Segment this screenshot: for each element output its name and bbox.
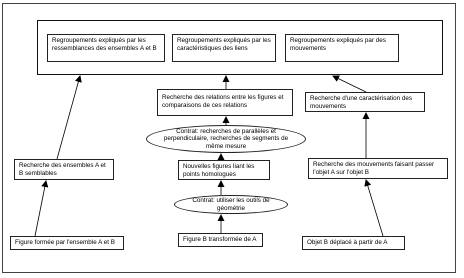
box-figure-ensemble [10,236,124,250]
box-text: Figure formée par l'ensemble A et B [15,239,115,246]
box-regroupements-ressemblances [47,34,165,62]
box-recherche-mouvements [308,158,448,179]
box-figure-b-transformee [178,233,263,247]
box-text: Recherche des relations entre les figures et comparaisons de ces relations [162,94,284,109]
oval-contrat-outils [174,195,288,214]
box-text: Regroupements expliqués par des mouvements [290,37,386,52]
oval-text: Contrat: recherches de parallèles et perpendiculaire, recherches de segments de même mesure [163,127,289,150]
box-text: Recherche d'une caractérisation des mouvements [310,95,413,110]
box-text: Figure B transformée de A [183,236,257,243]
box-text: Regroupements expliqués par les caractéristiques des liens [177,37,271,52]
box-regroupements-liens [172,34,276,62]
box-objet-b-deplace [302,236,405,250]
oval-text: Contrat: utiliser les outils de géométrie [192,196,270,212]
oval-contrat-paralleles [146,125,306,153]
box-recherche-ensembles [14,159,114,180]
box-regroupements-mouvements [285,34,399,62]
box-nouvelles-figures [178,160,270,180]
box-text: Regroupements expliqués par les ressemblances des ensembles A et B [52,37,157,52]
box-caracterisation-mouvements [305,92,425,112]
box-recherche-relations [157,89,293,116]
box-text: Recherche des mouvements faisant passer l'objet A sur l'objet B [313,161,435,176]
box-text: Nouvelles figures liant les points homologues [183,163,255,178]
box-text: Recherche des ensembles A et B semblables [19,162,106,177]
box-text: Objet B déplacé à partir de A [307,239,388,246]
